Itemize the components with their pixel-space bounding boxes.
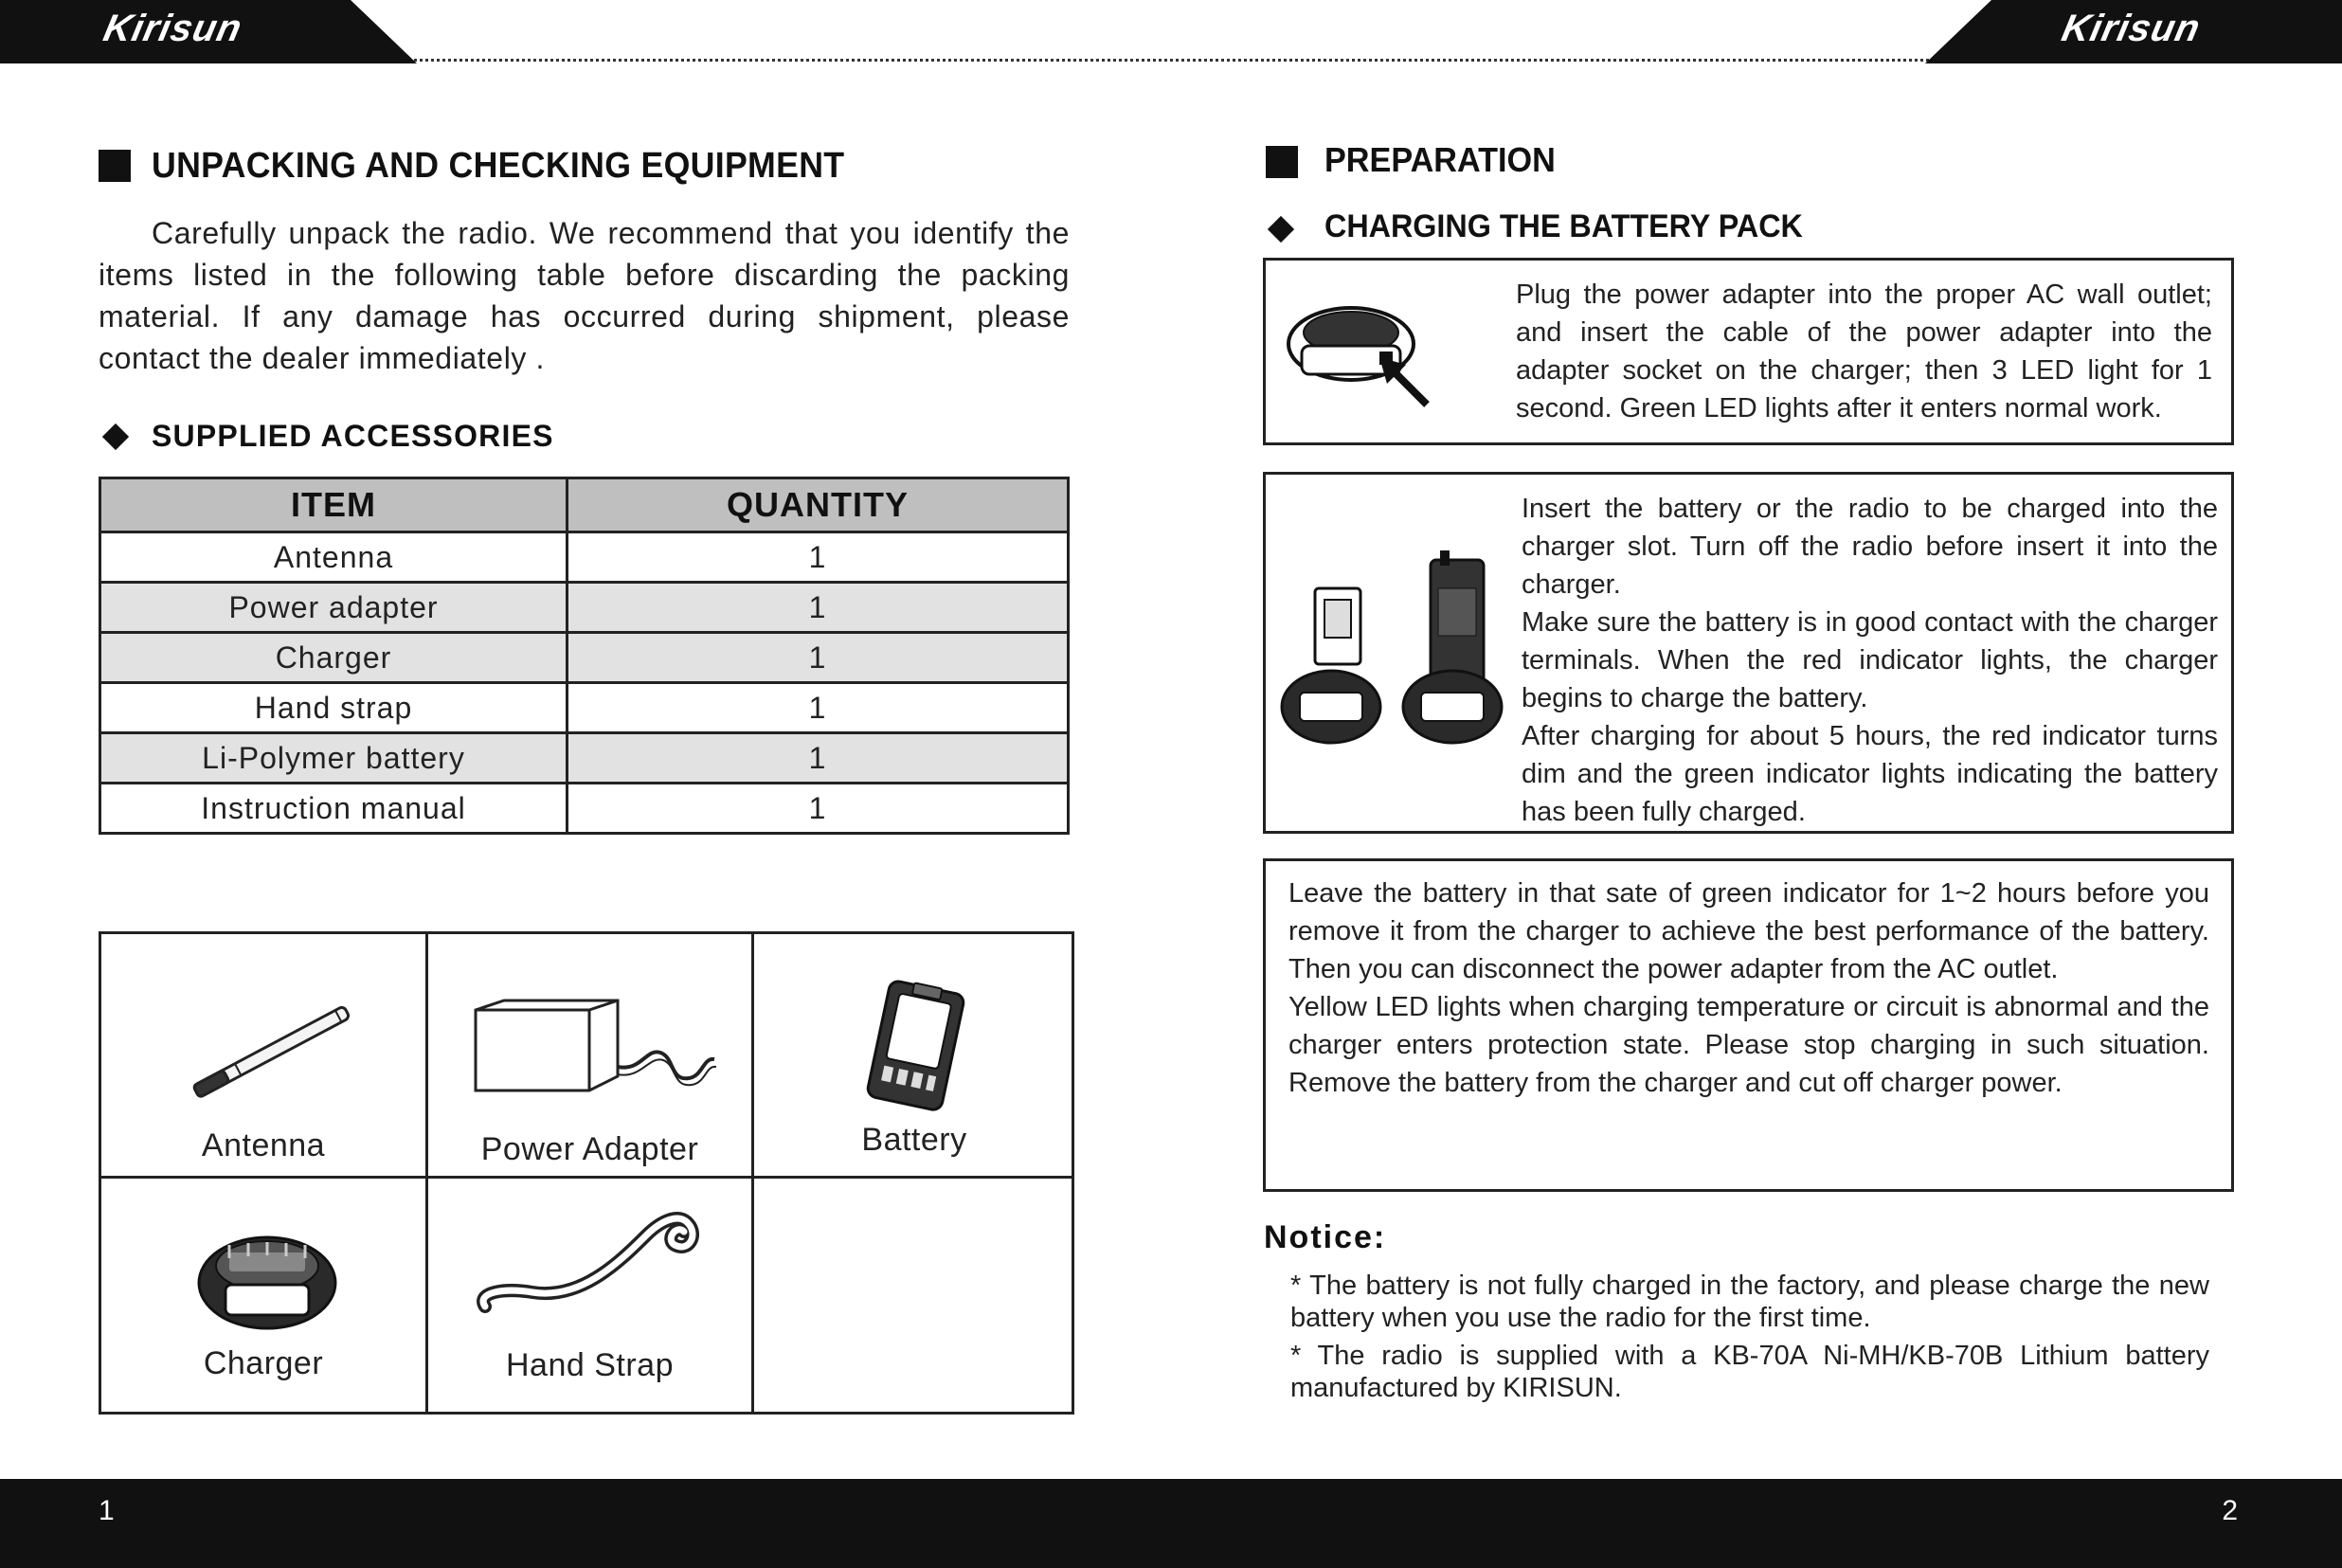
table-cell-quantity: 1 — [567, 532, 1069, 583]
table-cell-quantity: 1 — [567, 784, 1069, 834]
charging-time-paragraph: After charging for about 5 hours, the red indicator turns dim and the green indicator lights indicating the battery has been fully charged. — [1522, 721, 2218, 827]
picture-cell-charger — [101, 1179, 425, 1412]
green-indicator-paragraph: Leave the battery in that sate of green indicator for 1~2 hours before you remove it from the charger to achieve the best performance of the battery. Then you can disconnect the power adapter from the AC outlet. — [1288, 878, 2209, 984]
info-box-adapter — [1263, 258, 2234, 445]
table-cell-quantity: 1 — [567, 583, 1069, 633]
table-cell-quantity: 1 — [567, 633, 1069, 683]
table-cell-quantity: 1 — [567, 683, 1069, 733]
insert-battery-paragraph: Insert the battery or the radio to be charged into the charger slot. Turn off the radio before insert it into the charger. — [1522, 494, 2218, 600]
table-row — [100, 583, 1069, 633]
section-marker-square — [1266, 146, 1298, 178]
picture-label-charger: Charger — [203, 1345, 324, 1381]
antenna-icon — [177, 996, 367, 1109]
table-cell-item: Instruction manual — [100, 784, 567, 834]
table-row — [100, 784, 1069, 834]
subsection-diamond-icon — [1268, 216, 1294, 243]
yellow-led-paragraph: Yellow LED lights when charging temperature or circuit is abnormal and the charger enters protection state. Please stop charging in such situation. Remove the battery from the charger and cut off charger power. — [1288, 992, 2209, 1098]
picture-cell-power-adapter — [428, 934, 751, 1176]
picture-label-battery: Battery — [861, 1122, 967, 1158]
info-box-after-charging — [1263, 858, 2234, 1192]
intro-paragraph — [99, 212, 1070, 379]
table-row — [100, 683, 1069, 733]
table-row — [100, 733, 1069, 784]
picture-cell-hand-strap — [428, 1179, 751, 1412]
section-marker-square — [99, 150, 131, 182]
picture-label-power-adapter: Power Adapter — [480, 1131, 699, 1167]
accessories-picture-grid — [99, 931, 1074, 1415]
info-box-insert-battery — [1263, 472, 2234, 834]
battery-icon — [849, 977, 982, 1119]
table-row — [100, 633, 1069, 683]
accessories-table — [99, 477, 1070, 835]
notice-item: * The battery is not fully charged in the factory, and please charge the new battery when you use the radio for the first time. — [1290, 1271, 2209, 1333]
table-header-quantity: QUANTITY — [567, 478, 1069, 532]
charger-with-arrow-icon — [1285, 298, 1455, 431]
table-header-row — [100, 478, 1069, 532]
power-adapter-icon — [466, 991, 731, 1105]
after-charging-instructions — [1288, 874, 2209, 1102]
brand-logo-left: Kirisun — [99, 8, 246, 49]
picture-cell-battery — [754, 934, 1074, 1176]
table-row — [100, 532, 1069, 583]
table-cell-item: Power adapter — [100, 583, 567, 633]
picture-cell-antenna — [101, 934, 425, 1176]
table-cell-item: Charger — [100, 633, 567, 683]
subsection-diamond-icon — [102, 424, 129, 450]
hand-strap-icon — [466, 1198, 712, 1340]
left-section-title: UNPACKING AND CHECKING EQUIPMENT — [152, 146, 845, 186]
table-cell-quantity: 1 — [567, 733, 1069, 784]
page-number-left: 1 — [99, 1495, 115, 1526]
adapter-instructions: Plug the power adapter into the proper AC wall outlet; and insert the cable of the power adapter into the adapter socket on the charger; then 3 LED light for 1 second. Green LED lights after it enters normal work. — [1516, 279, 2212, 424]
intro-text: Carefully unpack the radio. We recommend that you identify the items listed in the following table before discarding the packing material. If any damage has occurred during shipment, please contact the dealer immediately . — [99, 216, 1070, 375]
charging-battery-title: CHARGING THE BATTERY PACK — [1324, 208, 1803, 244]
charging-illustration-icon — [1279, 550, 1506, 759]
charger-icon — [191, 1226, 343, 1340]
notice-list — [1290, 1270, 2214, 1410]
notice-title: Notice: — [1264, 1219, 1387, 1255]
page-footer — [0, 1479, 2342, 1568]
table-cell-item: Hand strap — [100, 683, 567, 733]
picture-label-hand-strap: Hand Strap — [506, 1347, 674, 1383]
contact-paragraph: Make sure the battery is in good contact with the charger terminals. When the red indicator lights, the charger begins to charge the battery. — [1522, 607, 2218, 713]
insert-battery-instructions — [1522, 490, 2218, 831]
brand-logo-right: Kirisun — [2058, 8, 2205, 49]
page-number-right: 2 — [2222, 1495, 2238, 1526]
supplied-accessories-title: SUPPLIED ACCESSORIES — [152, 419, 554, 453]
right-section-title: PREPARATION — [1324, 140, 1556, 179]
table-cell-item: Antenna — [100, 532, 567, 583]
table-header-item: ITEM — [100, 478, 567, 532]
picture-label-antenna: Antenna — [201, 1127, 326, 1163]
notice-item: * The radio is supplied with a KB-70A Ni-MH/KB-70B Lithium battery manufactured by KIRISUN. — [1290, 1341, 2209, 1403]
table-cell-item: Li-Polymer battery — [100, 733, 567, 784]
header-dotted-rule — [407, 59, 1935, 62]
